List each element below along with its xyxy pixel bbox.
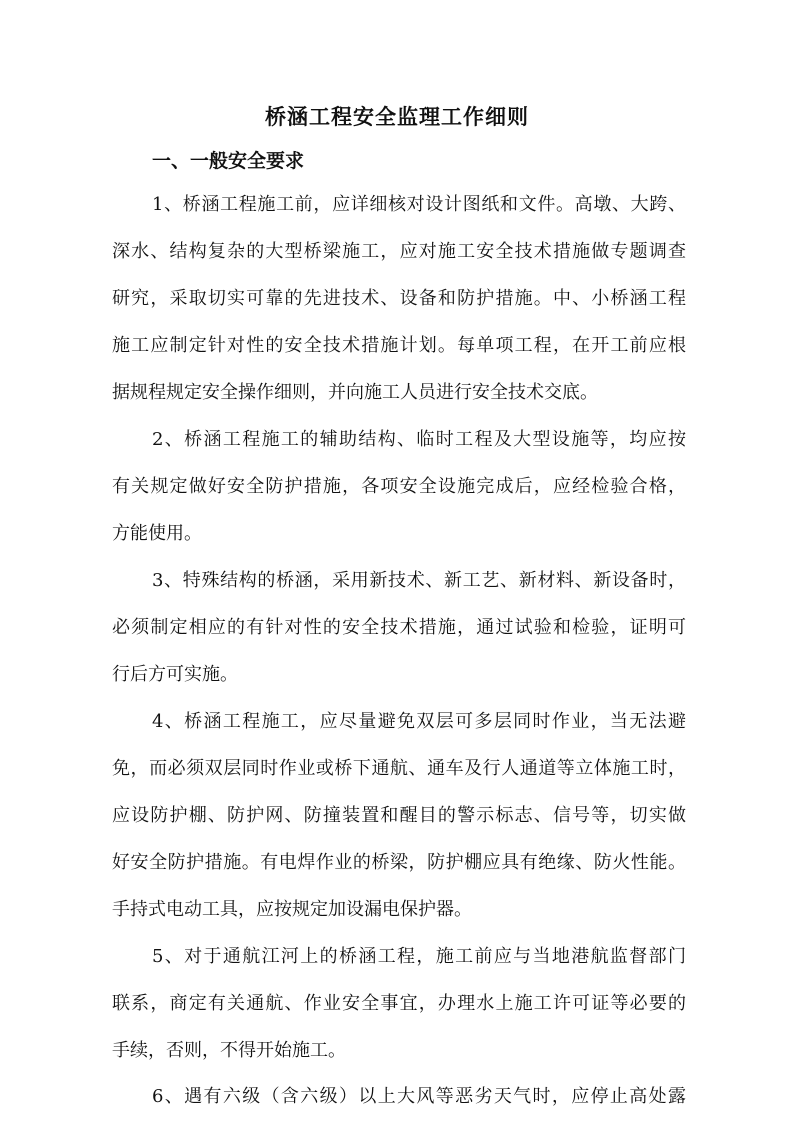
section-heading: 一、一般安全要求 xyxy=(152,150,305,172)
document-title: 桥涵工程安全监理工作细则 xyxy=(265,104,529,129)
paragraph-4-line-4: 好安全防护措施。有电焊作业的桥梁，防护棚应具有绝缘、防火性能。 xyxy=(112,852,686,873)
paragraph-3-line-2: 必须制定相应的有针对性的安全技术措施，通过试验和检验，证明可 xyxy=(112,617,686,638)
paragraph-1-line-5: 据规程规定安全操作细则，并向施工人员进行安全技术交底。 xyxy=(112,382,598,403)
paragraph-4-line-2: 免，而必须双层同时作业或桥下通航、通车及行人通道等立体施工时， xyxy=(112,758,686,779)
paragraph-4-line-1: 4、桥涵工程施工，应尽量避免双层可多层同时作业，当无法避 xyxy=(152,711,686,732)
paragraph-3-line-3: 行后方可实施。 xyxy=(112,664,238,685)
paragraph-4-line-5: 手持式电动工具，应按规定加设漏电保护器。 xyxy=(112,899,472,920)
paragraph-2-line-1: 2、桥涵工程施工的辅助结构、临时工程及大型设施等，均应按 xyxy=(152,429,686,450)
paragraph-1-line-1: 1、桥涵工程施工前，应详细核对设计图纸和文件。高墩、大跨、 xyxy=(152,194,686,215)
paragraph-3-line-1: 3、特殊结构的桥涵，采用新技术、新工艺、新材料、新设备时， xyxy=(152,570,686,591)
paragraph-5-line-2: 联系，商定有关通航、作业安全事宜，办理水上施工许可证等必要的 xyxy=(112,993,686,1014)
paragraph-5-line-3: 手续，否则，不得开始施工。 xyxy=(112,1040,346,1061)
paragraph-1-line-3: 研究，采取切实可靠的先进技术、设备和防护措施。中、小桥涵工程 xyxy=(112,288,686,309)
paragraph-1-line-4: 施工应制定针对性的安全技术措施计划。每单项工程，在开工前应根 xyxy=(112,335,686,356)
paragraph-5-line-1: 5、对于通航江河上的桥涵工程，施工前应与当地港航监督部门 xyxy=(152,946,686,967)
paragraph-2-line-3: 方能使用。 xyxy=(112,523,202,544)
paragraph-6-line-1: 6、遇有六级（含六级）以上大风等恶劣天气时，应停止高处露 xyxy=(152,1086,686,1107)
paragraph-2-line-2: 有关规定做好安全防护措施，各项安全设施完成后，应经检验合格， xyxy=(112,476,686,497)
paragraph-1-line-2: 深水、结构复杂的大型桥梁施工，应对施工安全技术措施做专题调查 xyxy=(112,241,686,262)
paragraph-4-line-3: 应设防护棚、防护网、防撞装置和醒目的警示标志、信号等，切实做 xyxy=(112,805,686,826)
